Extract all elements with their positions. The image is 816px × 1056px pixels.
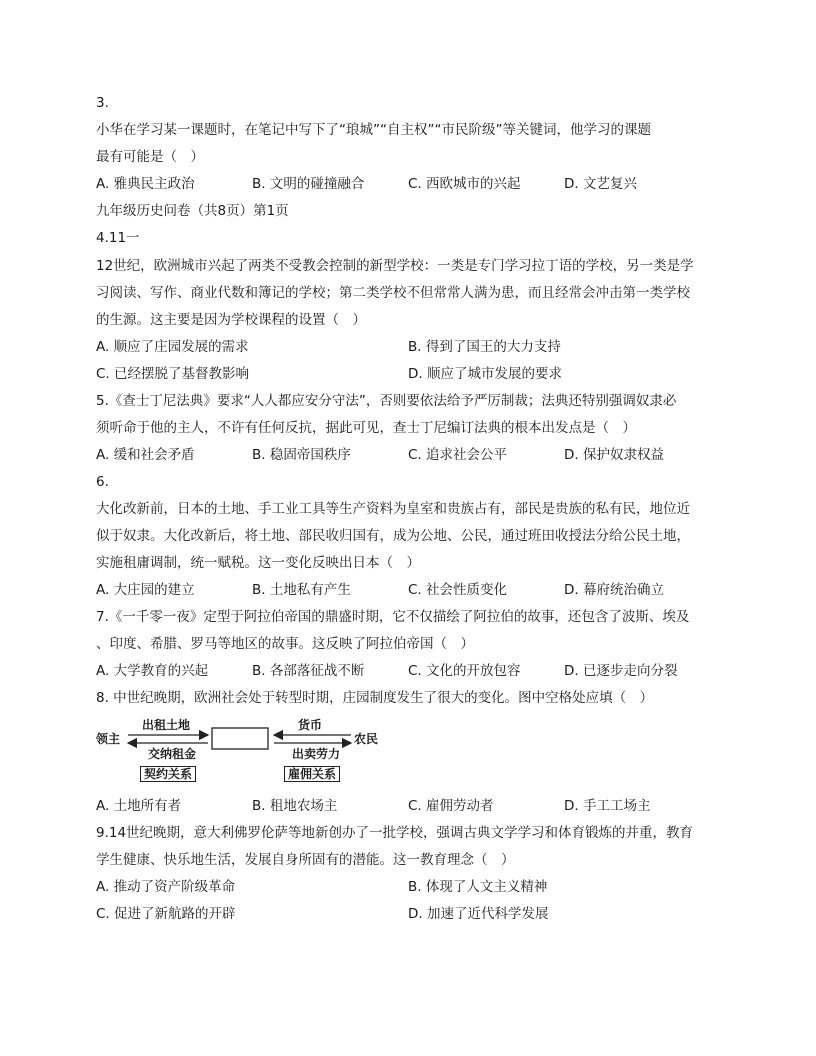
q8-option-d: D. 手工工场主 <box>564 798 651 814</box>
q9-stem-line1: 9.14世纪晚期，意大利佛罗伦萨等地新创办了一批学校，强调古典文学学习和体育锻炼的并重，教育 <box>96 825 694 841</box>
q5-option-d: D. 保护奴隶权益 <box>564 447 664 463</box>
q6-option-b: B. 土地私有产生 <box>252 582 351 598</box>
q8-option-b: B. 租地农场主 <box>252 798 338 814</box>
q3-option-b: B. 文明的碰撞融合 <box>252 176 365 192</box>
q7-stem-line1: 7.《一千零一夜》定型于阿拉伯帝国的鼎盛时期，它不仅描绘了阿拉伯的故事，还包含了波斯、埃及 <box>96 609 690 625</box>
q6-stem-line2: 似于奴隶。大化改新后，将土地、部民收归国有，成为公地、公民，通过班田收授法分给公民土地， <box>96 528 690 544</box>
q3-option-d: D. 文艺复兴 <box>564 176 637 192</box>
q7-option-a: A. 大学教育的兴起 <box>96 663 209 679</box>
q8-stem: 8. 中世纪晚期，欧洲社会处于转型时期，庄园制度发生了很大的变化。图中空格处应填（ ） <box>96 690 654 706</box>
q5-option-c: C. 追求社会公平 <box>408 447 508 463</box>
label-employment-relation: 雇佣关系 <box>284 766 340 782</box>
q6-number: 6. <box>96 474 109 490</box>
label-money: 货币 <box>298 718 323 732</box>
q5-stem-line2: 须听命于他的主人，不许有任何反抗，据此可见，查士丁尼编订法典的根本出发点是（ ） <box>96 420 636 436</box>
q4-stem-line1: 12世纪，欧洲城市兴起了两类不受教会控制的新型学校：一类是专门学习拉丁语的学校，另一类是学 <box>96 258 694 274</box>
label-lease-land: 出租土地 <box>142 718 191 732</box>
q5-option-b: B. 稳固帝国秩序 <box>252 447 351 463</box>
q3-number: 3. <box>96 95 109 111</box>
q6-stem-line3: 实施租庸调制，统一赋税。这一变化反映出日本（ ） <box>96 555 420 571</box>
q6-option-c: C. 社会性质变化 <box>408 582 508 598</box>
manor-relation-diagram <box>96 716 386 788</box>
q4-option-b: B. 得到了国王的大力支持 <box>408 339 561 355</box>
q4-number: 4.11一 <box>96 230 140 246</box>
q7-option-d: D. 已逐步走向分裂 <box>564 663 678 679</box>
q4-stem-line2: 习阅读、写作、商业代数和簿记的学校；第二类学校不但常常人满为患，而且经常会冲击第一类学校 <box>96 285 690 301</box>
q4-option-c: C. 已经摆脱了基督教影响 <box>96 366 250 382</box>
q3-option-a: A. 雅典民主政治 <box>96 176 195 192</box>
q9-option-d: D. 加速了近代科学发展 <box>408 906 549 922</box>
page-info: 九年级历史问卷（共8页）第1页 <box>96 203 289 219</box>
label-sell-labor: 出卖劳力 <box>292 747 341 761</box>
q5-option-a: A. 缓和社会矛盾 <box>96 447 195 463</box>
q4-option-a: A. 顺应了庄园发展的需求 <box>96 339 249 355</box>
blank-box <box>212 728 268 749</box>
q7-option-b: B. 各部落征战不断 <box>252 663 365 679</box>
q9-option-a: A. 推动了资产阶级革命 <box>96 879 236 895</box>
q3-option-c: C. 西欧城市的兴起 <box>408 176 521 192</box>
q4-option-d: D. 顺应了城市发展的要求 <box>408 366 562 382</box>
q9-stem-line2: 学生健康、快乐地生活，发展自身所固有的潜能。这一教育理念（ ） <box>96 852 515 868</box>
label-lord: 领主 <box>96 732 121 746</box>
q3-stem-line1: 小华在学习某一课题时，在笔记中写下了“琅城”“自主权”“市民阶级”等关键词，他学习的课题 <box>96 122 651 138</box>
q6-option-d: D. 幕府统治确立 <box>564 582 664 598</box>
q6-stem-line1: 大化改新前，日本的土地、手工业工具等生产资料为皇室和贵族占有，部民是贵族的私有民，地位近 <box>96 501 690 517</box>
label-peasant: 农民 <box>354 732 379 746</box>
q3-stem-line2: 最有可能是（ ） <box>96 149 204 165</box>
q6-option-a: A. 大庄园的建立 <box>96 582 195 598</box>
q7-option-c: C. 文化的开放包容 <box>408 663 521 679</box>
q7-stem-line2: 、印度、希腊、罗马等地区的故事。这反映了阿拉伯帝国（ ） <box>96 636 474 652</box>
q8-option-a: A. 土地所有者 <box>96 798 182 814</box>
q8-option-c: C. 雇佣劳动者 <box>408 798 494 814</box>
q4-stem-line3: 的生源。这主要是因为学校课程的设置（ ） <box>96 312 366 328</box>
q9-option-c: C. 促进了新航路的开辟 <box>96 906 236 922</box>
q9-option-b: B. 体现了人文主义精神 <box>408 879 548 895</box>
q5-stem-line1: 5.《查士丁尼法典》要求“人人都应安分守法”，否则要依法给予严厉制裁；法典还特别强调奴隶必 <box>96 393 677 409</box>
label-pay-rent: 交纳租金 <box>148 747 197 761</box>
label-contract-relation: 契约关系 <box>140 766 196 782</box>
